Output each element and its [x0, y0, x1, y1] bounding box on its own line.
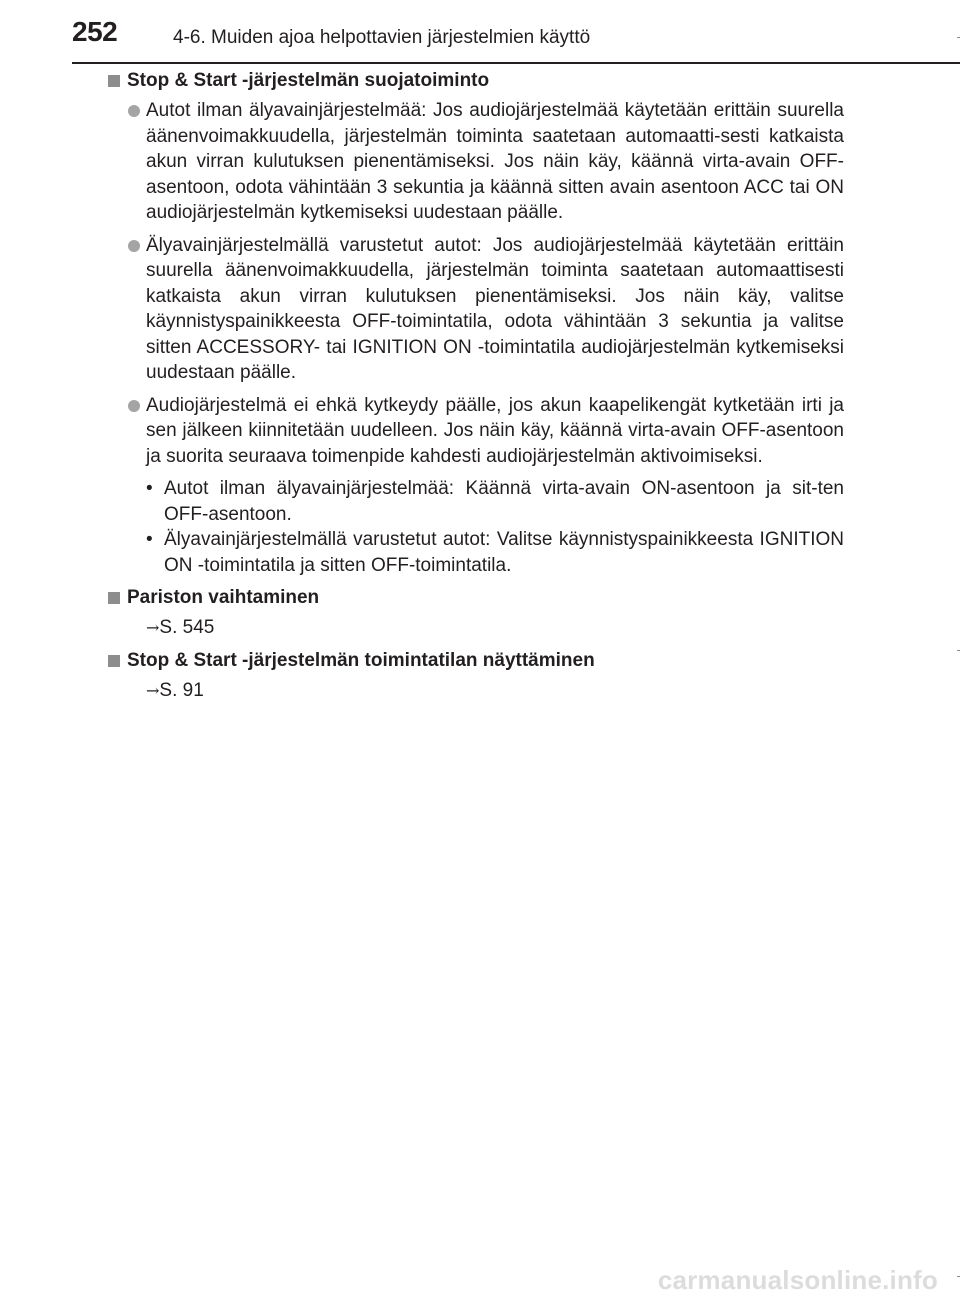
bullet-item — [108, 98, 844, 226]
sub-list — [108, 476, 844, 578]
watermark: carmanualsonline.info — [657, 1265, 938, 1295]
page-content — [108, 68, 844, 711]
bullet-text: Audiojärjestelmä ei ehkä kytkeydy päälle, jos akun kaapelikengät kytketään irti ja sen jälkeen kiinnitetään uudelleen. Jos näin käy, käännä virta-avain OFF-asentoon ja suorita seuraava toimenpide kahdesti audiojärjestelmän aktivoimiseksi. — [146, 394, 844, 467]
chapter-title: 4-6. Muiden ajoa helpottavien järjestelmien käyttö — [173, 27, 591, 48]
square-bullet-icon — [108, 75, 120, 87]
header-rule — [72, 62, 960, 64]
arrow-icon: → — [146, 681, 160, 700]
section-heading-display — [108, 648, 844, 674]
bullet-item — [108, 393, 844, 470]
section-heading-text: Pariston vaihtaminen — [127, 587, 320, 608]
circle-bullet-icon — [128, 400, 140, 412]
section-heading-battery — [108, 585, 844, 611]
section-heading-text: Stop & Start -järjestelmän suojatoiminto — [127, 70, 490, 91]
bullet-item — [108, 233, 844, 386]
sub-bullet-mark: • — [146, 529, 153, 550]
page-reference-text: S. 91 — [159, 680, 204, 701]
section-heading-protection — [108, 68, 844, 94]
square-bullet-icon — [108, 655, 120, 667]
sub-bullet-mark: • — [146, 478, 153, 499]
sub-item-text: Autot ilman älyavainjärjestelmää: Käännä virta-avain ON-asentoon ja sit-ten OFF-asentoon. — [164, 478, 844, 525]
page-number: 252 — [72, 16, 118, 47]
square-bullet-icon — [108, 592, 120, 604]
sub-list-item — [108, 527, 844, 578]
bullet-text: Autot ilman älyavainjärjestelmää: Jos audiojärjestelmää käytetään erittäin suurella äänenvoimakkuudella, järjestelmän toiminta saatetaan automaatti-sesti katkaista akun virran kulutuksen pienentämiseksi. Jos näin käy, käännä virta-avain OFF-asentoon, odota vähintään 3 sekuntia ja käännä sitten avain asentoon ACC tai ON audiojärjestelmän kytkemiseksi uudestaan päälle. — [146, 100, 844, 223]
bullet-text: Älyavainjärjestelmällä varustetut autot: Jos audiojärjestelmää käytetään erittäin suurella äänenvoimakkuudella, järjestelmän toiminta saatetaan automaattisesti katkaista akun virran kulutuksen pienentämiseksi. Jos näin käy, valitse käynnistyspainikkeesta OFF-toimintatila, odota vähintään 3 sekuntia ja valitse sitten ACCESSORY- tai IGNITION ON -toimintatila audiojärjestelmän kytkemiseksi uudestaan päälle. — [146, 234, 844, 383]
section-heading-text: Stop & Start -järjestelmän toimintatilan näyttäminen — [127, 650, 595, 671]
circle-bullet-icon — [128, 240, 140, 252]
circle-bullet-icon — [128, 105, 140, 117]
sub-item-text: Älyavainjärjestelmällä varustetut autot: Valitse käynnistyspainikkeesta IGNITION ON -toimintatila ja sitten OFF-toimintatila. — [164, 529, 844, 576]
page-reference-text: S. 545 — [159, 617, 215, 638]
arrow-icon: → — [146, 618, 160, 637]
page-reference[interactable] — [108, 615, 844, 641]
sub-list-item — [108, 476, 844, 527]
page-reference[interactable] — [108, 678, 844, 704]
